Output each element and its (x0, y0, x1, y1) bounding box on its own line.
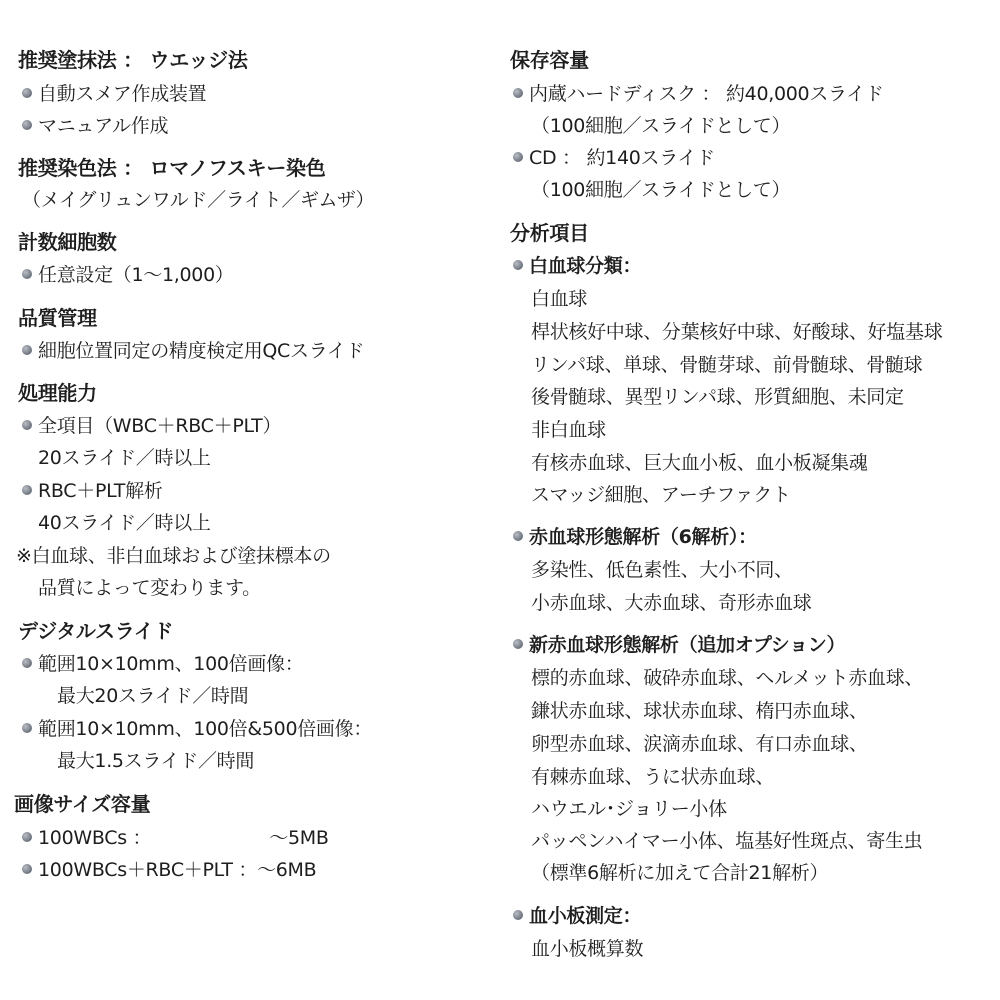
digital-item-100x-sub: 最大20スライド／時間 (57, 685, 249, 707)
image-size-row-wbc: 100WBCs ： ～5MB (22, 823, 329, 853)
storage-item-hdd: 内蔵ハードディスク ： 約40,000スライド (513, 79, 884, 109)
bullet-icon (513, 531, 523, 541)
bullet-icon (513, 152, 523, 162)
stain-note: （メイグリュンワルド／ライト／ギムザ） (22, 189, 375, 211)
new-rbc-title: 新赤血球形態解析（追加オプション） (513, 630, 845, 660)
bullet-icon (22, 832, 32, 842)
rbc-line: 小赤血球、大赤血球、奇形赤血球 (531, 592, 812, 614)
bullet-icon (22, 723, 32, 733)
new-rbc-line: 卵型赤血球、涙滴赤血球、有口赤血球、 (531, 733, 868, 755)
qc-heading: 品質管理 (18, 306, 97, 330)
bullet-icon (22, 88, 32, 98)
plt-line: 血小板概算数 (531, 938, 644, 960)
smear-heading: 推奨塗抹法 ： ウエッジ法 (18, 48, 248, 72)
wbc-title: 白血球分類： (513, 251, 641, 281)
bullet-icon (22, 864, 32, 874)
bullet-icon (513, 910, 523, 920)
capacity-item-all-sub: 20スライド／時以上 (38, 447, 211, 469)
new-rbc-line: （標準6解析に加えて合計21解析） (531, 862, 829, 884)
digital-item-500x-sub: 最大1.5スライド／時間 (57, 750, 255, 772)
capacity-item-all: 全項目（WBC＋RBC＋PLT） (22, 411, 281, 441)
bullet-icon (22, 269, 32, 279)
wbc-line: 非白血球 (531, 419, 606, 441)
wbc-line: 後骨髄球、異型リンパ球、形質細胞、未同定 (531, 386, 904, 408)
smear-item-auto: 自動スメア作成装置 (22, 79, 206, 109)
wbc-line: 桿状核好中球、分葉核好中球、好酸球、好塩基球 (531, 321, 943, 343)
image-size-heading: 画像サイズ容量 (14, 792, 151, 816)
plt-title: 血小板測定： (513, 901, 641, 931)
capacity-item-rbc-plt: RBC＋PLT解析 (22, 476, 163, 506)
new-rbc-line: 標的赤血球、破砕赤血球、ヘルメット赤血球、 (531, 667, 924, 689)
capacity-note-1: ※白血球、非白血球および塗抹標本の (16, 545, 331, 567)
digital-heading: デジタルスライド (18, 619, 174, 643)
bullet-icon (22, 658, 32, 668)
wbc-line: 有核赤血球、巨大血小板、血小板凝集魂 (531, 452, 868, 474)
smear-item-manual: マニュアル作成 (22, 111, 168, 141)
image-size-row-all: 100WBCs＋RBC＋PLT ：～6MB (22, 855, 316, 885)
storage-heading: 保存容量 (510, 48, 589, 72)
bullet-icon (513, 260, 523, 270)
new-rbc-line: 鎌状赤血球、球状赤血球、楕円赤血球、 (531, 700, 868, 722)
wbc-line: スマッジ細胞、アーチファクト (531, 484, 791, 506)
bullet-icon (22, 345, 32, 355)
wbc-line: リンパ球、単球、骨髄芽球、前骨髄球、骨髄球 (531, 354, 923, 376)
bullet-icon (513, 88, 523, 98)
analysis-heading: 分析項目 (510, 221, 589, 245)
storage-item-hdd-sub: （100細胞／スライドとして） (531, 115, 791, 137)
storage-item-cd: CD ： 約140スライド (513, 143, 715, 173)
digital-item-500x: 範囲10×10mm、100倍&500倍画像： (22, 714, 372, 744)
capacity-item-rbc-plt-sub: 40スライド／時以上 (38, 512, 211, 534)
new-rbc-line: ハウエル･ジョリー小体 (531, 798, 727, 820)
bullet-icon (22, 420, 32, 430)
qc-item: 細胞位置同定の精度検定用QCスライド (22, 336, 364, 366)
rbc-title: 赤血球形態解析（6解析）： (513, 522, 757, 552)
digital-item-100x: 範囲10×10mm、100倍画像： (22, 649, 303, 679)
storage-item-cd-sub: （100細胞／スライドとして） (531, 179, 791, 201)
bullet-icon (22, 120, 32, 130)
new-rbc-line: パッペンハイマー小体、塩基好性斑点、寄生虫 (531, 830, 923, 852)
count-heading: 計数細胞数 (18, 230, 117, 254)
capacity-note-2: 品質によって変わります。 (38, 577, 261, 599)
rbc-line: 多染性、低色素性、大小不同、 (531, 559, 793, 581)
bullet-icon (513, 639, 523, 649)
bullet-icon (22, 485, 32, 495)
count-item: 任意設定（1～1,000） (22, 260, 234, 290)
wbc-line: 白血球 (531, 288, 588, 310)
stain-heading: 推奨染色法 ： ロマノフスキー染色 (18, 156, 326, 180)
new-rbc-line: 有棘赤血球、うに状赤血球、 (531, 766, 775, 788)
capacity-heading: 処理能力 (18, 381, 97, 405)
